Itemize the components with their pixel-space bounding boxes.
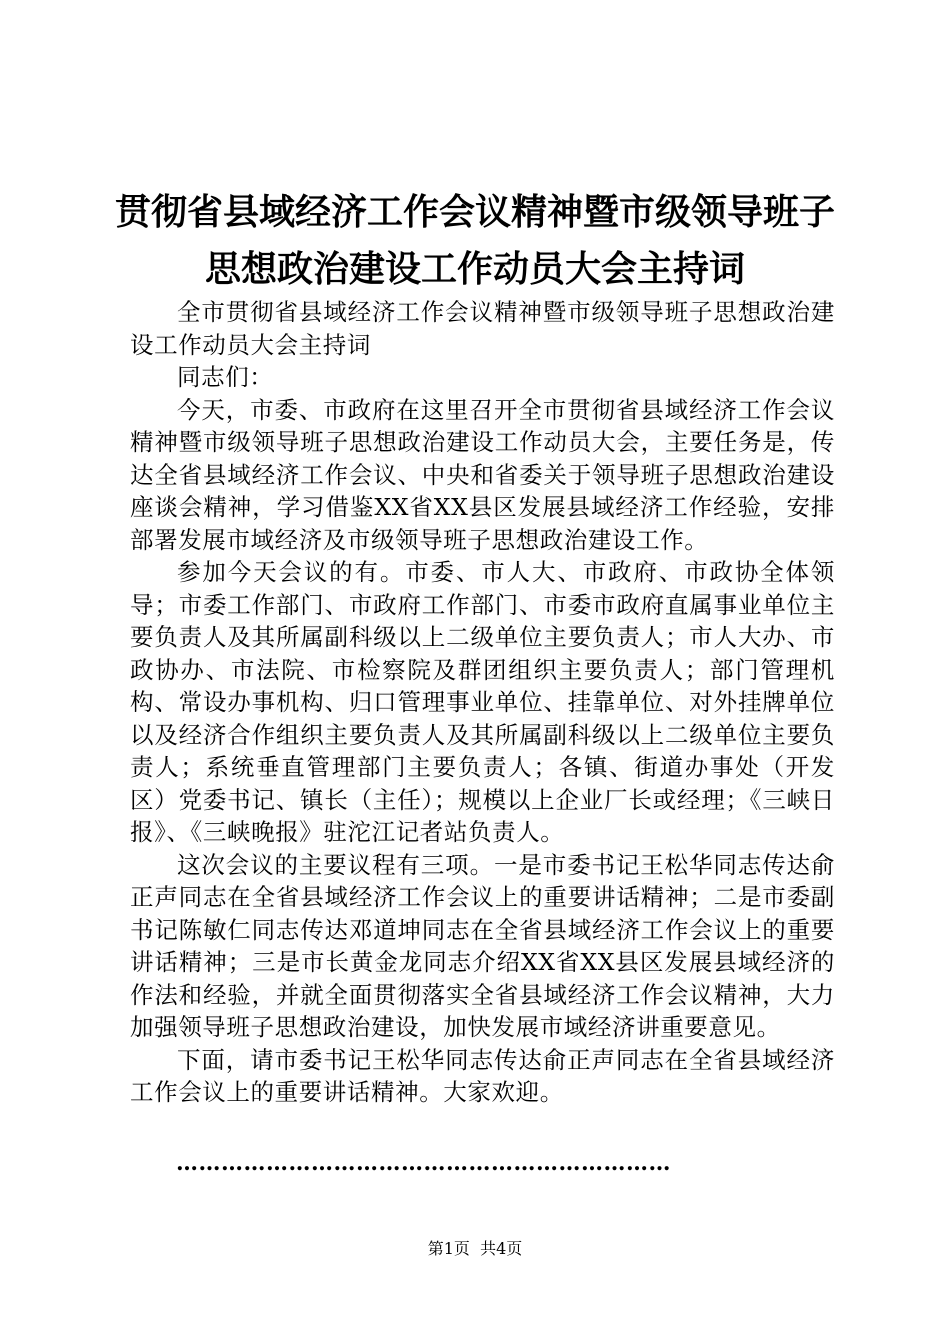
paragraph-attendees: 参加今天会议的有。市委、市人大、市政府、市政协全体领导；市委工作部门、市政府工作部门、市委市政府直属事业单位主要负责人及其所属副科级以上二级单位主要负责人；市人大办、市政协办、市法院、市检察院及群团组织主要负责人；部门管理机构、常设办事机构、归口管理事业单位、挂靠单位、对外挂牌单位以及经济合作组织主要负责人及其所属副科级以上二级单位主要负责人；系统垂直管理部门主要负责人；各镇、街道办事处（开发区）党委书记、镇长（主任）；规模以上企业厂长或经理；《三峡日报》、《三峡晚报》驻沱江记者站负责人。 bbox=[130, 558, 835, 846]
document-title-line-2: 思想政治建设工作动员大会主持词 bbox=[204, 248, 745, 290]
document-title-line-1: 贯彻省县域经济工作会议精神暨市级领导班子 bbox=[114, 191, 835, 233]
paragraph-salutation: 同志们： bbox=[177, 363, 274, 391]
paragraph-purpose: 今天，市委、市政府在这里召开全市贯彻省县域经济工作会议精神暨市级领导班子思想政治建设工作动员大会，主要任务是，传达全省县域经济工作会议、中央和省委关于领导班子思想政治建设座谈会精神，学习借鉴XX省XX县区发展县域经济工作经验，安排部署发展市域经济及市级领导班子思想政治建设工作。 bbox=[130, 395, 835, 554]
paragraph-closing: 下面，请市委书记王松华同志传达俞正声同志在全省县域经济工作会议上的重要讲话精神。大家欢迎。 bbox=[130, 1045, 835, 1106]
page-number-footer: 第1页 共4页 bbox=[427, 1239, 523, 1258]
document-body bbox=[130, 296, 835, 1109]
ellipsis-separator: ………………………………………………………… bbox=[176, 1150, 671, 1176]
paragraph-subtitle: 全市贯彻省县域经济工作会议精神暨市级领导班子思想政治建设工作动员大会主持词 bbox=[130, 298, 835, 359]
paragraph-agenda: 这次会议的主要议程有三项。一是市委书记王松华同志传达俞正声同志在全省县域经济工作会议上的重要讲话精神；二是市委副书记陈敏仁同志传达邓道坤同志在全省县域经济工作会议上的重要讲话精神；三是市长黄金龙同志介绍XX省XX县区发展县域经济的作法和经验，并就全面贯彻落实全省县域经济工作会议精神，大力加强领导班子思想政治建设，加快发展市域经济讲重要意见。 bbox=[130, 850, 835, 1041]
